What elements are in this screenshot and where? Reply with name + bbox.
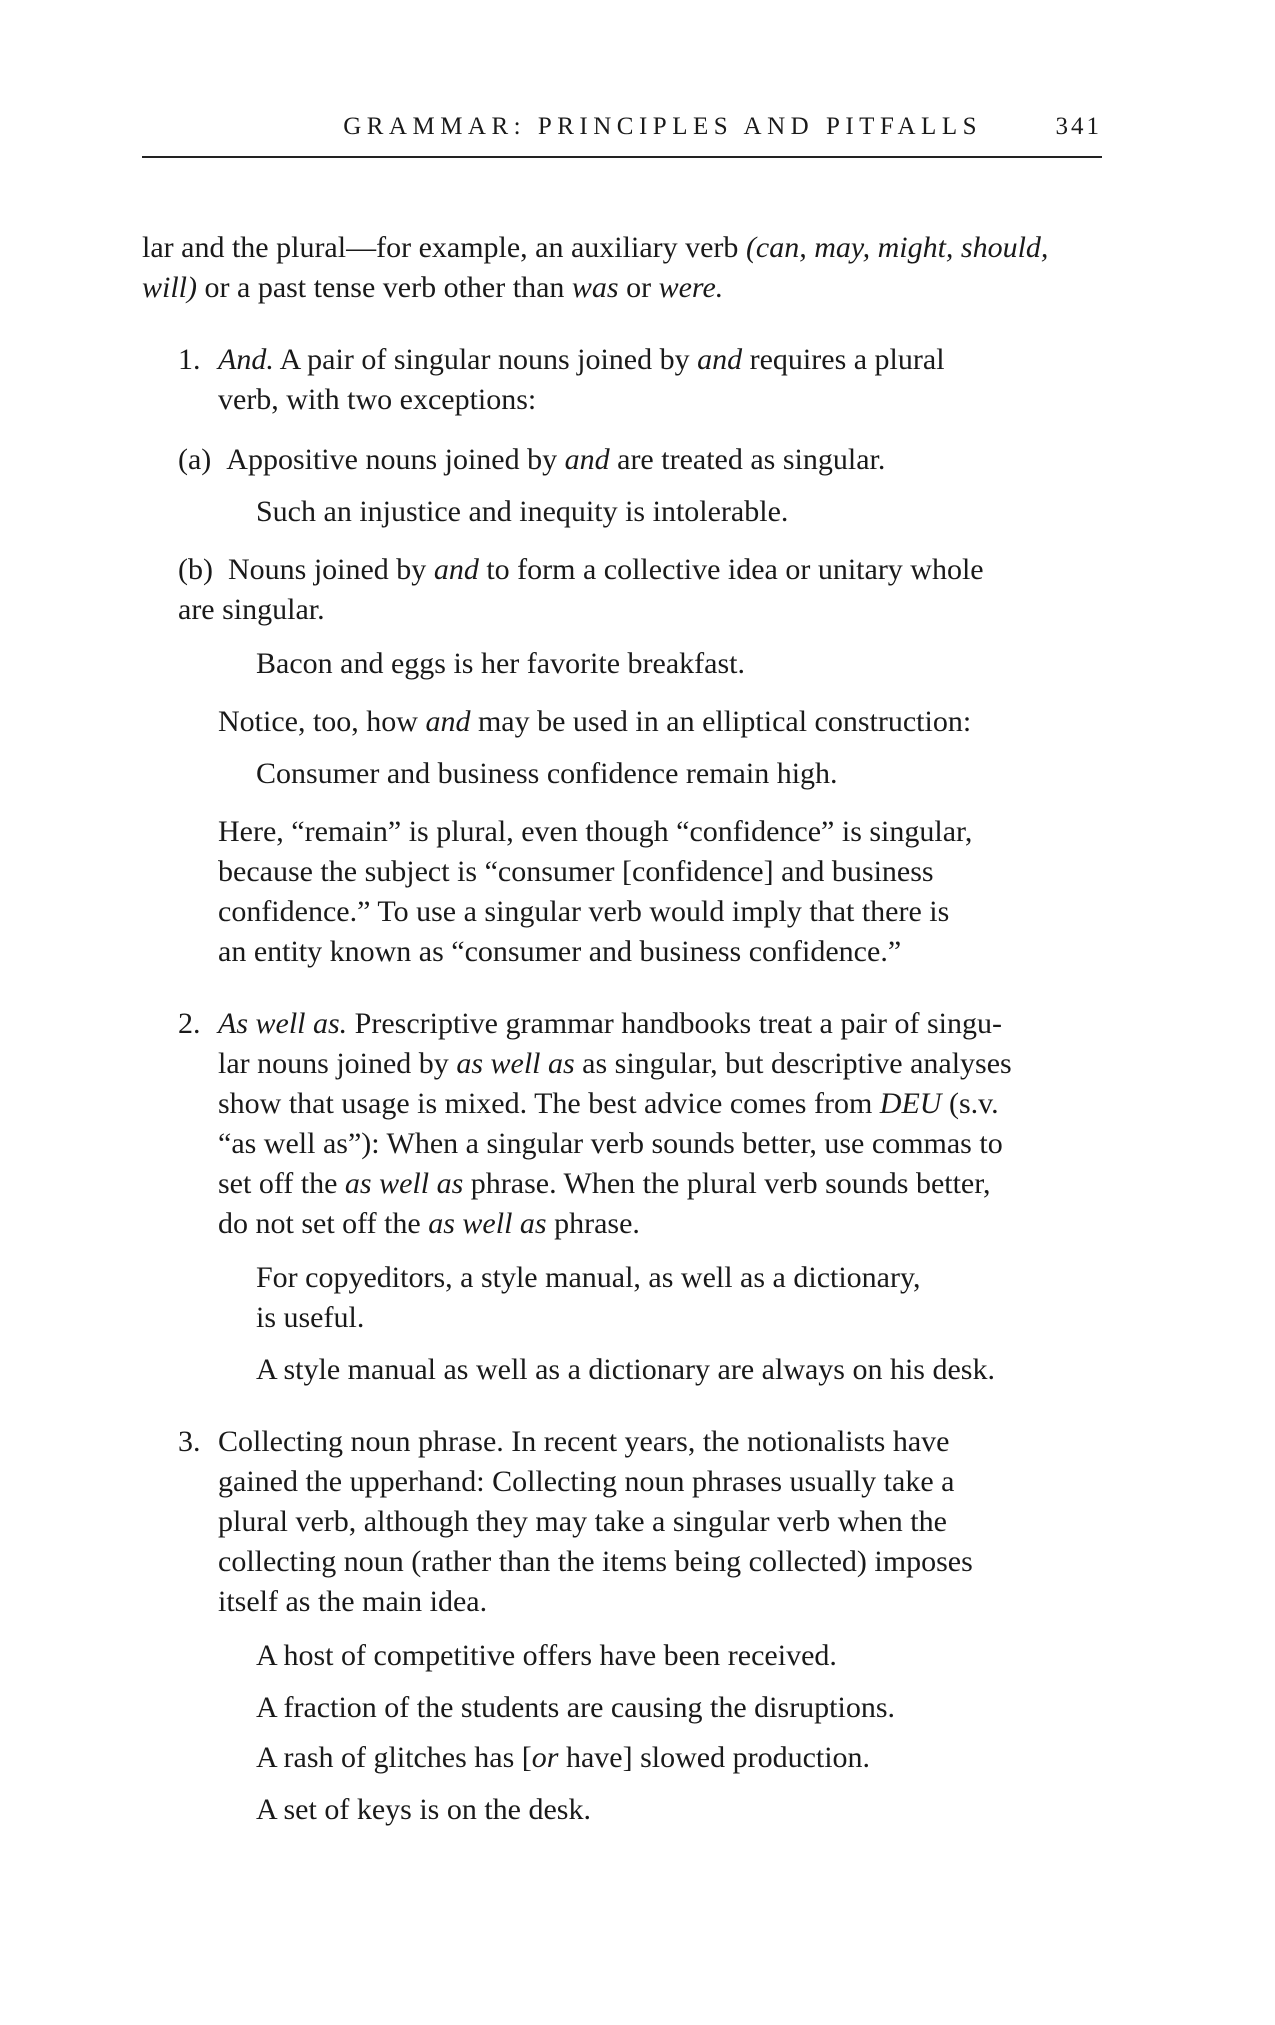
- running-head: [142, 112, 1102, 158]
- example-sentence: A set of keys is on the desk.: [256, 1793, 591, 1826]
- example-sentence: Bacon and eggs is her favorite breakfast.: [256, 647, 745, 680]
- example-sentence: Consumer and business confidence remain high.: [256, 757, 838, 790]
- explanation-line-2: because the subject is “consumer [confidence] and business: [218, 855, 934, 888]
- item1-line-2: verb, with two exceptions:: [218, 383, 537, 416]
- example-sentence: A fraction of the students are causing the disruptions.: [256, 1691, 896, 1724]
- example-sentence: Such an injustice and inequity is intolerable.: [256, 495, 789, 528]
- notice-paragraph: Notice, too, how and may be used in an elliptical construction:: [218, 705, 972, 738]
- intro-line-1: lar and the plural—for example, an auxiliary verb (can, may, might, should,: [142, 231, 1049, 264]
- list-number-1: 1.: [178, 343, 201, 376]
- list-number-3: 3.: [178, 1425, 201, 1458]
- example-sentence: A host of competitive offers have been received.: [256, 1639, 837, 1672]
- page-number: 341: [1055, 113, 1102, 140]
- item3-line-4: collecting noun (rather than the items being collected) imposes: [218, 1545, 973, 1578]
- sub-item-b-line-2: are singular.: [178, 593, 325, 626]
- example-sentence: A style manual as well as a dictionary are always on his desk.: [256, 1353, 995, 1386]
- item2-line-5: set off the as well as phrase. When the plural verb sounds better,: [218, 1167, 991, 1200]
- explanation-line-1: Here, “remain” is plural, even though “confidence” is singular,: [218, 815, 973, 848]
- sub-item-a: (a) Appositive nouns joined by and are treated as singular.: [178, 443, 886, 476]
- example-sentence: A rash of glitches has [or have] slowed production.: [256, 1741, 871, 1774]
- item1-line-1: And. A pair of singular nouns joined by and requires a plural: [218, 343, 945, 376]
- list-number-2: 2.: [178, 1007, 201, 1040]
- item2-line-4: “as well as”): When a singular verb sounds better, use commas to: [218, 1127, 1003, 1160]
- item2-line-2: lar nouns joined by as well as as singular, but descriptive analyses: [218, 1047, 1012, 1080]
- sub-item-b: (b) Nouns joined by and to form a collective idea or unitary whole: [178, 553, 984, 586]
- item3-line-3: plural verb, although they may take a singular verb when the: [218, 1505, 947, 1538]
- example-sentence-continued: is useful.: [256, 1301, 365, 1334]
- item3-line-1: Collecting noun phrase. In recent years, the notionalists have: [218, 1425, 950, 1458]
- item2-line-6: do not set off the as well as phrase.: [218, 1207, 640, 1240]
- item3-line-2: gained the upperhand: Collecting noun phrases usually take a: [218, 1465, 955, 1498]
- item2-line-3: show that usage is mixed. The best advice comes from DEU (s.v.: [218, 1087, 999, 1120]
- explanation-line-3: confidence.” To use a singular verb would imply that there is: [218, 895, 950, 928]
- item3-line-5: itself as the main idea.: [218, 1585, 488, 1618]
- intro-line-2: will) or a past tense verb other than was or were.: [142, 271, 724, 304]
- example-sentence: For copyeditors, a style manual, as well as a dictionary,: [256, 1261, 921, 1294]
- explanation-line-4: an entity known as “consumer and business confidence.”: [218, 935, 902, 968]
- item2-line-1: As well as. Prescriptive grammar handbooks treat a pair of singu-: [218, 1007, 1002, 1040]
- running-title: GRAMMAR: PRINCIPLES AND PITFALLS: [343, 113, 982, 140]
